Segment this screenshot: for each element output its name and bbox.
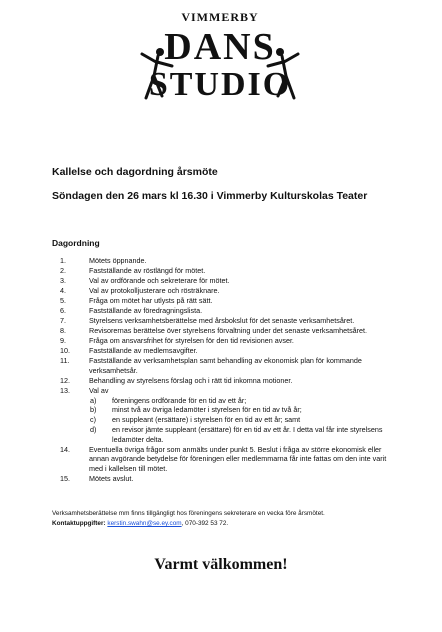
agenda-item-text: Fastställande av medlemsavgifter. [89,346,198,355]
agenda-item-text: Fastställande av föredragningslista. [89,306,203,315]
logo-middle-text: DANS [164,26,276,68]
agenda-list [52,256,392,484]
agenda-item [52,266,392,276]
meeting-date-heading: Söndagen den 26 mars kl 16.30 i Vimmerby Kulturskolas Teater [52,190,368,202]
agenda-item [52,445,392,474]
footer-note: Verksamhetsberättelse mm finns tillgängligt hos föreningens sekreterare en vecka före årsmötet. [52,510,325,517]
sub-item-label: d) [90,424,97,434]
agenda-item [52,386,392,396]
logo-bottom-text: STUDIO [148,66,292,103]
agenda-item-text: Mötets öppnande. [89,256,147,265]
sub-item-text: en suppleant (ersättare) i styrelsen för en tid av ett år; samt [112,415,301,425]
agenda-item-number: 6. [60,306,66,315]
agenda-item-number: 12. [60,375,70,385]
contact-label: Kontaktuppgifter: [52,520,108,527]
agenda-item-text: Styrelsens verksamhetsberättelse med årsbokslut för det senaste verksamhetsåret. [89,316,355,325]
agenda-item [52,306,392,316]
agenda-sub-item [52,415,392,425]
agenda-item-text: Behandling av styrelsens förslag och i rätt tid inkomna motioner. [89,375,293,385]
agenda-sub-item [52,425,392,445]
contact-email-link[interactable]: kerstin.swahn@se.ey.com [107,520,182,527]
agenda-item-text: Revisorernas berättelse över styrelsens förvaltning under det senaste verksamhetsåret. [89,326,368,335]
agenda-item [52,276,392,286]
agenda-item-number: 8. [60,326,66,335]
agenda-sub-item [52,405,392,415]
agenda-item-number: 9. [60,336,66,345]
sub-item-text: en revisor jämte suppleant (ersättare) för en tid av ett år. I detta val får inte styrelsens ledamöter delta. [112,424,383,444]
agenda-item [52,326,392,336]
agenda-item-number: 3. [60,276,66,285]
sub-item-text: minst två av övriga ledamöter i styrelsen för en tid av två år; [112,405,302,415]
agenda-item [52,336,392,346]
sub-item-label: c) [90,415,96,425]
agenda-item-number: 15. [60,473,70,483]
agenda-item [52,356,392,376]
agenda-item [52,286,392,296]
agenda-item-number: 1. [60,256,66,265]
agenda-item [52,376,392,386]
sub-item-text: föreningens ordförande för en tid av ett år; [112,395,247,405]
agenda-item [52,256,392,266]
agenda-item-text: Fastställande av verksamhetsplan samt behandling av ekonomisk plan för kommande verksamhetsår. [89,356,362,375]
agenda-item-number: 2. [60,266,66,275]
agenda-item-text: Val av protokolljusterare och rösträknare. [89,286,220,295]
sub-item-label: a) [90,395,97,405]
agenda-item-number: 4. [60,286,66,295]
agenda-item-text: Fastställande av röstlängd för mötet. [89,266,206,275]
dansstudio-logo [140,6,300,126]
agenda-item-text: Fråga om mötet har utlysts på rätt sätt. [89,296,213,305]
agenda-item [52,474,392,484]
agenda-item-number: 10. [60,346,70,355]
notice-title: Kallelse och dagordning årsmöte [52,166,218,178]
agenda-item-number: 5. [60,296,66,305]
welcome-message: Varmt välkommen! [154,556,288,573]
agenda-item-number: 14. [60,444,70,454]
dancer-right-icon [266,46,300,106]
footer-contact [52,520,228,527]
agenda-title: Dagordning [52,238,100,248]
agenda-item-text: Val av ordförande och sekreterare för mötet. [89,276,230,285]
agenda-sub-item [52,396,392,406]
dancer-left-icon [140,46,174,106]
agenda-item [52,346,392,356]
agenda-item-text: Mötets avslut. [89,473,134,483]
sub-item-label: b) [90,405,97,415]
agenda-item [52,296,392,306]
logo-top-text: VIMMERBY [181,10,259,24]
agenda-item-number: 13. [60,385,70,395]
contact-phone: , 070-392 53 72. [181,520,229,527]
agenda-item-text: Fråga om ansvarsfrihet för styrelsen för den tid revisionen avser. [89,336,294,345]
agenda-item-number: 11. [60,356,70,365]
agenda-item-text: Val av [89,385,109,395]
agenda-item-text: Eventuella övriga frågor som anmälts under punkt 5. Beslut i fråga av större ekonomisk eller annan avgörande betydelse för föreningen eller medlemmarna får inte fattas om den inte varit med i kallelsen till mötet. [89,444,387,474]
agenda-item-number: 7. [60,316,66,325]
agenda-item [52,316,392,326]
